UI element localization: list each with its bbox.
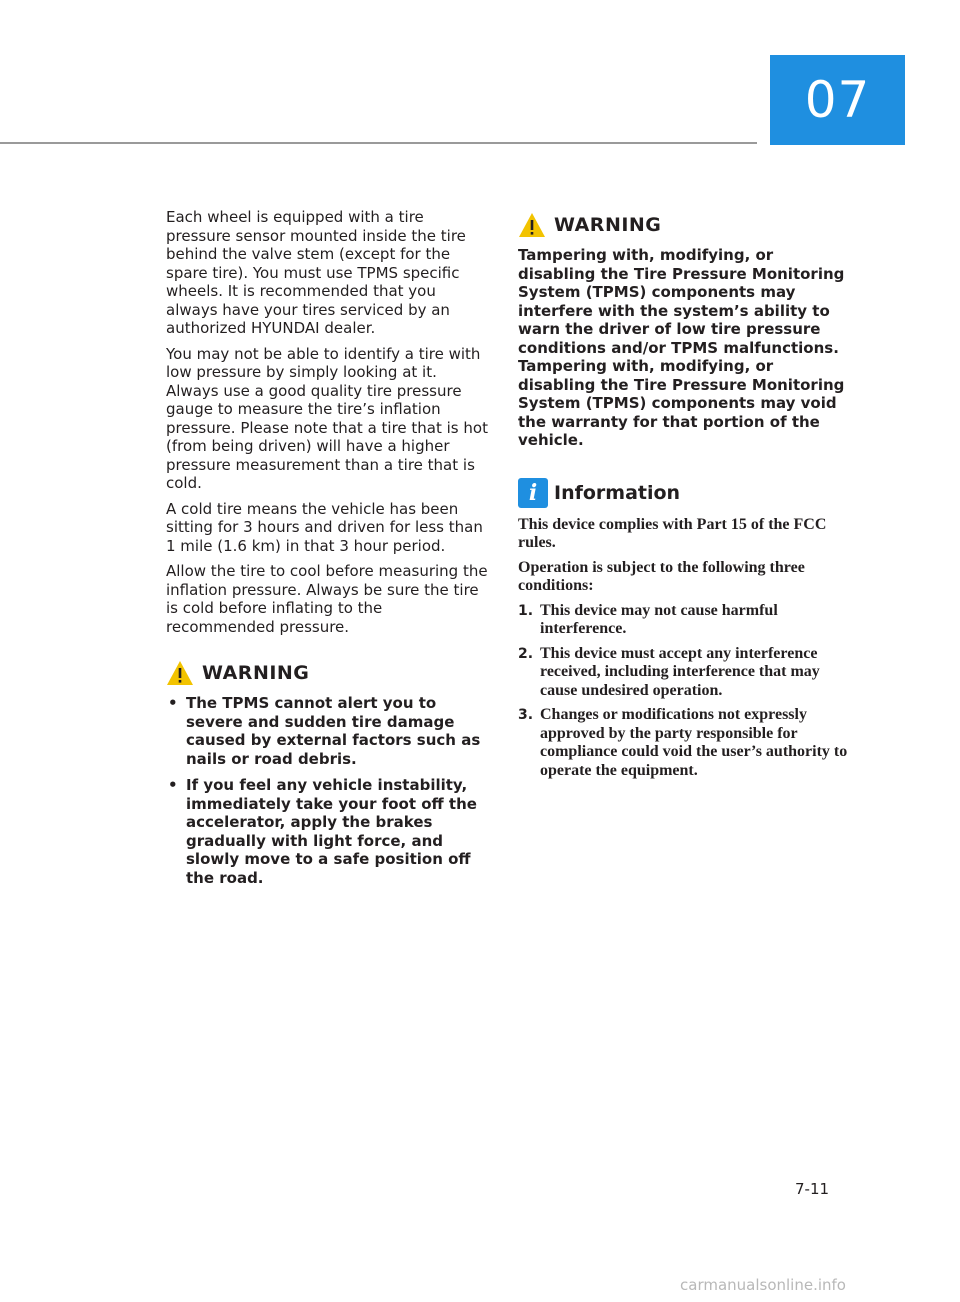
condition-number: 1.	[518, 602, 534, 619]
info-icon: i	[518, 478, 548, 508]
condition-item	[518, 602, 848, 639]
chapter-tab	[770, 55, 905, 145]
condition-text: This device must accept any interference received, including interference that may cause undesired operation.	[540, 644, 820, 699]
condition-text: This device may not cause harmful interference.	[540, 601, 778, 637]
body-paragraph: Each wheel is equipped with a tire pressure sensor mounted inside the tire behind the valve stem (except for the spare tire). You must use TPMS specific wheels. It is recommended that you always have your tires serviced by an authorized HYUNDAI dealer.	[166, 208, 466, 337]
condition-number: 3.	[518, 707, 534, 723]
chapter-number: 07	[804, 71, 871, 129]
warning-list-item	[166, 694, 488, 768]
condition-item	[518, 706, 848, 780]
header-rule	[0, 142, 757, 144]
left-column	[166, 208, 488, 895]
warning-title: WARNING	[554, 214, 662, 236]
warning-triangle-icon	[518, 212, 546, 238]
bullet: •	[168, 776, 178, 794]
watermark: carmanualsonline.info	[680, 1276, 846, 1294]
body-paragraph: You may not be able to identify a tire with low pressure by simply looking at it. Always use a good quality tire pressure gauge to measure the tire’s inflation pressure. Please note that a tire that is hot (from being driven) will have a higher pressure measurement than a tire that is cold.	[166, 344, 488, 492]
warning-item-text: If you feel any vehicle instability, immediately take your foot off the accelerator, apply the brakes gradually with light force, and slowly move to a safe position off the road.	[186, 776, 477, 887]
warning-title: WARNING	[202, 662, 310, 684]
body-paragraph: Allow the tire to cool before measuring the inflation pressure. Always be sure the tire is cold before inflating to the recommended pressure.	[166, 562, 488, 636]
information-heading	[518, 478, 848, 508]
information-title: Information	[554, 481, 681, 504]
condition-text: Changes or modifications not expressly approved by the party responsible for compliance could void the user’s authority to operate the equipment.	[540, 706, 848, 779]
warning-text: Tampering with, modifying, or disabling the Tire Pressure Monitoring System (TPMS) components may interfere with the system’s ability to warn the driver of low tire pressure conditions and/or TPMS malfunctions. Tampering with, modifying, or disabling the Tire Pressure Monitoring System (TPMS) components may void the warranty for that portion of the vehicle.	[518, 246, 845, 449]
right-column	[518, 212, 848, 786]
page-number: 7-11	[795, 1180, 830, 1198]
warning-item-text: The TPMS cannot alert you to severe and sudden tire damage caused by external factors such as nails or road debris.	[186, 694, 481, 768]
bullet: •	[168, 694, 178, 712]
warning-heading	[518, 212, 848, 238]
condition-item	[518, 645, 848, 701]
information-paragraph: This device complies with Part 15 of the FCC rules.	[518, 515, 827, 551]
condition-number: 2.	[518, 645, 534, 662]
warning-triangle-icon	[166, 660, 194, 686]
information-paragraph: Operation is subject to the following three conditions:	[518, 558, 805, 594]
body-paragraph: A cold tire means the vehicle has been sitting for 3 hours and driven for less than 1 mile (1.6 km) in that 3 hour period.	[166, 499, 483, 555]
warning-list-item	[166, 776, 488, 887]
warning-list	[166, 694, 488, 887]
warning-heading	[166, 660, 488, 686]
conditions-list	[518, 602, 848, 781]
